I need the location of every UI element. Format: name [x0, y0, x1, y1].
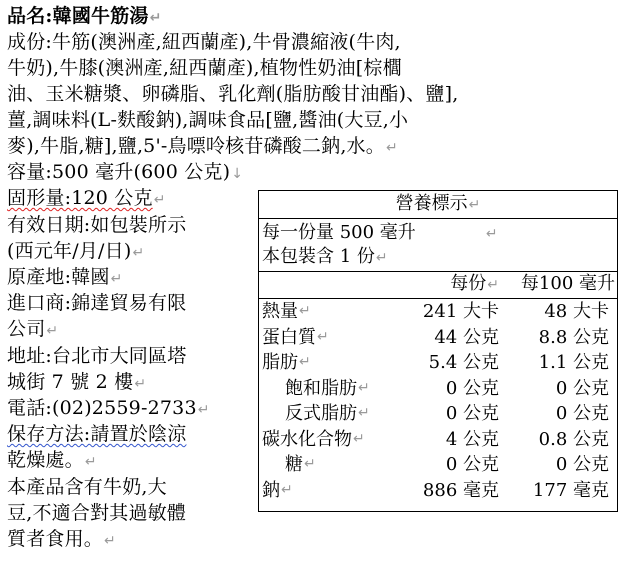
per-serving-value: 5.4 公克 — [428, 352, 499, 373]
serving-size: 每一份量 500 毫升 ↵ — [262, 222, 498, 243]
paragraph-mark: ↵ — [281, 481, 293, 498]
paragraph-mark: ↵ — [317, 328, 329, 345]
paragraph-mark: ↵ — [299, 303, 311, 319]
nutrient-name: 鈉 — [262, 479, 280, 501]
col-header-per-100ml: 每100 毫升 — [520, 273, 615, 294]
per-serving-value: 44 公克 — [434, 326, 499, 348]
address-line-2: 城街 7 號 2 樓↵ — [7, 371, 147, 393]
volume-line: 容量:500 毫升(600 公克)↓ — [7, 161, 244, 183]
paragraph-mark: ↵ — [304, 456, 316, 472]
solid-weight-line: 固形量:120 公克↵ — [7, 187, 166, 209]
allergen-line-3: 質者食用。↵ — [7, 528, 116, 550]
paragraph-mark: ↵ — [358, 379, 370, 396]
expiry-line: 有效日期:如包裝所示 — [7, 214, 187, 236]
col-header-per-serving: 每份↵ — [450, 273, 499, 294]
per-100ml-value: 0 公克 — [555, 377, 609, 399]
nutrition-title: 營養標示↵ — [395, 193, 481, 214]
nutrient-name: 脂肪 — [262, 352, 298, 373]
paragraph-mark: ↵ — [353, 430, 365, 447]
origin-line: 原產地:韓國↵ — [7, 266, 123, 288]
ingredients-line-2: 牛奶),牛膝(澳洲產,紐西蘭產),植物性奶油[棕櫚 — [7, 57, 402, 79]
nutrient-name: 飽和脂肪 — [285, 377, 357, 399]
per-serving-value: 241 大卡 — [422, 301, 499, 322]
nutrient-name: 反式脂肪 — [285, 403, 357, 424]
per-100ml-value: 0 公克 — [555, 454, 609, 475]
per-100ml-value: 177 毫克 — [532, 479, 609, 501]
per-serving-value: 0 公克 — [445, 377, 499, 399]
storage-line-2: 乾燥處。↵ — [7, 449, 97, 471]
ingredients-line-4: 薑,調味料(L-麩酸鈉),調味食品[鹽,醬油(大豆,小 — [7, 109, 409, 131]
nutrient-name: 碳水化合物 — [262, 428, 352, 450]
phone-line: 電話:(02)2559-2733↵ — [7, 397, 210, 419]
ingredients-line-5: 麥),牛脂,糖],鹽,5'-鳥嘌呤核苷磷酸二鈉,水。↵ — [7, 135, 398, 157]
servings-per-package: 本包裝含 1 份↵ — [262, 246, 388, 267]
paragraph-mark: ↵ — [358, 405, 370, 421]
per-serving-value: 0 公克 — [445, 454, 499, 475]
per-100ml-value: 8.8 公克 — [538, 326, 609, 348]
expiry-format-line: (西元年/月/日)↵ — [7, 240, 145, 262]
storage-line-1: 保存方法:請置於陰涼 — [7, 423, 187, 445]
per-100ml-value: 48 大卡 — [544, 301, 609, 322]
nutrition-facts-table — [258, 190, 618, 512]
per-100ml-value: 0.8 公克 — [538, 428, 609, 450]
nutrient-name: 熱量 — [262, 301, 298, 322]
per-100ml-value: 1.1 公克 — [538, 352, 609, 373]
per-serving-value: 0 公克 — [445, 403, 499, 424]
importer-line-1: 進口商:錦達貿易有限 — [7, 292, 187, 314]
nutrient-name: 蛋白質 — [262, 326, 316, 348]
address-line-1: 地址:台北市大同區塔 — [7, 345, 187, 367]
paragraph-mark: ↵ — [299, 354, 311, 370]
per-serving-value: 886 毫克 — [422, 479, 499, 501]
nutrient-name: 糖 — [285, 454, 303, 475]
product-name-line: 品名:韓國牛筋湯↵ — [7, 5, 162, 27]
allergen-line-2: 豆,不適合對其過敏體 — [7, 502, 187, 524]
allergen-line-1: 本產品含有牛奶,大 — [7, 476, 167, 498]
ingredients-line-1: 成份:牛筋(澳洲產,紐西蘭產),牛骨濃縮液(牛肉, — [7, 31, 401, 53]
per-serving-value: 4 公克 — [445, 428, 499, 450]
importer-line-2: 公司↵ — [7, 318, 59, 340]
per-100ml-value: 0 公克 — [555, 403, 609, 424]
ingredients-line-3: 油、玉米糖漿、卵磷脂、乳化劑(脂肪酸甘油酯)、鹽], — [7, 83, 459, 105]
